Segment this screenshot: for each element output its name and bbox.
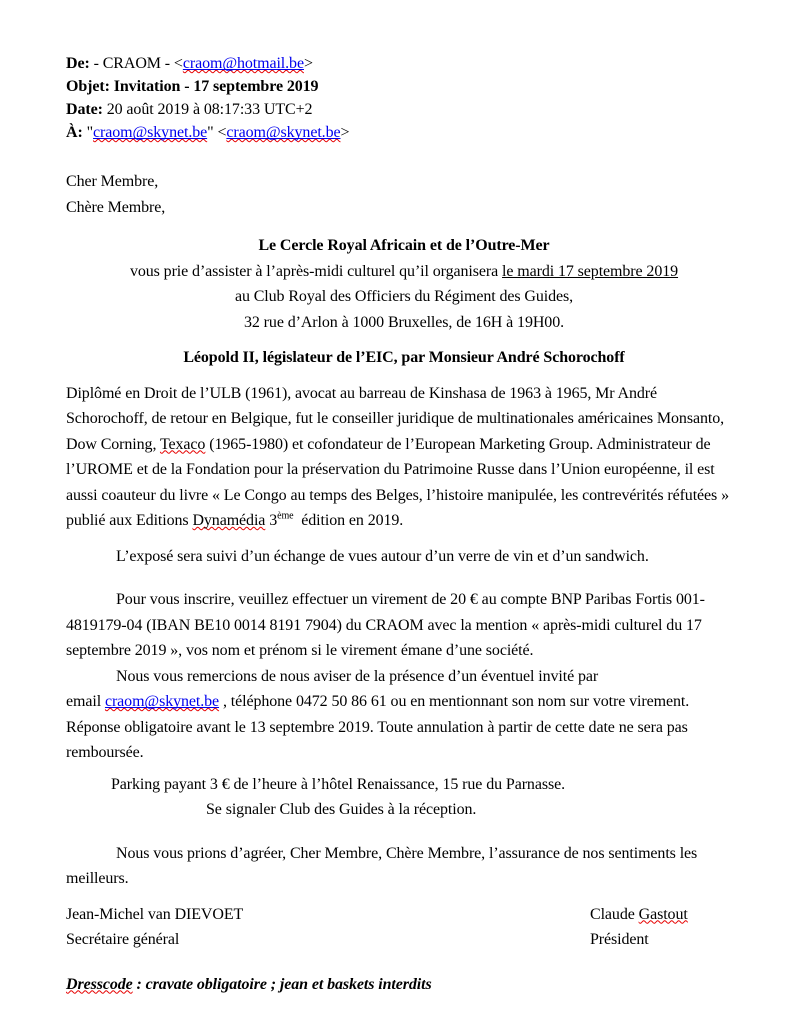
parking-block [66, 772, 742, 823]
secretary-name: Jean-Michel van DIEVOET [66, 905, 244, 923]
to-email-misspell-2 [226, 124, 340, 141]
invitation-text: vous prie d’assister à l’après-midi culturel qu’il organisera [129, 262, 503, 280]
date-label: Date: [66, 101, 103, 118]
header-date-line [66, 98, 742, 121]
speaker-bio-paragraph [66, 381, 742, 534]
to-quote-open: " [82, 124, 94, 141]
rsvp-email-link[interactable]: craom@skynet.be [104, 693, 220, 710]
bio-text-1: Diplômé en Droit de l’ULB (1961), avocat au barreau de Kinshasa de 1963 à 1965, Mr André Schorochoff, de retour en Belgique, fut le conseiller juridique de multinationales américaines Monsanto, Dow Corning, [66, 384, 728, 453]
invitation-address: 32 rue d’Arlon à 1000 Bruxelles, de 16H à 19H00. [243, 313, 565, 331]
bio-text-3: 3 [265, 512, 278, 529]
closing-paragraph: Nous vous prions d’agréer, Cher Membre, Chère Membre, l’assurance de nos sentiments les meilleurs. [66, 844, 702, 887]
signature-president [590, 902, 688, 953]
president-name [590, 902, 688, 928]
parking-line: Parking payant 3 € de l’heure à l’hôtel Renaissance, 15 rue du Parnasse. [111, 775, 565, 793]
rsvp-text-rest: , téléphone 0472 50 86 61 ou en mentionnant son nom sur votre virement. Réponse obligatoire avant le 13 septembre 2019. Toute annulation à partir de cette date ne sera pas remboursée. [66, 693, 694, 761]
to-email-link-2[interactable]: craom@skynet.be [226, 124, 341, 141]
to-label: À: [66, 124, 83, 141]
dresscode-text: : cravate obligatoire ; jean et baskets interdits [132, 975, 432, 993]
organization-title: Le Cercle Royal Africain et de l’Outre-Mer [258, 237, 550, 254]
misspelled-word-gastout: Gastout [638, 905, 688, 923]
bio-text-2: (1965-1980) et cofondateur de l’European Marketing Group. Administrateur de l’UROME et de la Fondation pour la préservation du Patrimoine Russe dans l’Union européenne, il est aussi coauteur du livre « Le Congo au temps des Belges, l’histoire manipulée, les contrevérités réfutées » publié aux Editions [66, 435, 733, 529]
president-first-name: Claude [590, 905, 639, 923]
misspelled-word-texaco: Texaco [159, 435, 206, 453]
bio-text-4: édition en 2019. [293, 512, 404, 529]
rsvp-paragraph [66, 664, 742, 766]
subject-value: Invitation - 17 septembre 2019 [109, 78, 319, 95]
expose-line: L’exposé sera suivi d’un échange de vues autour d’un verre de vin et d’un sandwich. [116, 547, 649, 565]
to-suffix: > [340, 124, 350, 141]
talk-title: Léopold II, législateur de l’EIC, par Monsieur André Schorochoff [183, 349, 625, 366]
salutation-block [66, 169, 742, 220]
rsvp-email-prefix: email [66, 693, 105, 710]
header-subject-line [66, 75, 742, 98]
secretary-title: Secrétaire général [66, 931, 180, 948]
to-email-link-1[interactable]: craom@skynet.be [93, 124, 208, 141]
salutation-line-1: Cher Membre, [66, 173, 159, 190]
from-email-link[interactable]: craom@hotmail.be [182, 55, 304, 72]
ordinal-superscript: ème [277, 510, 294, 522]
invitation-block [66, 233, 742, 335]
signature-block [66, 902, 742, 953]
from-label: De: [66, 55, 90, 72]
from-suffix: > [303, 55, 313, 72]
misspelled-word-dresscode: Dresscode [66, 975, 133, 993]
president-title: Président [590, 931, 649, 948]
signature-secretary [66, 902, 590, 953]
rsvp-email-misspell [105, 693, 219, 710]
email-header [66, 52, 742, 144]
inscription-paragraph: Pour vous inscrire, veuillez effectuer un virement de 20 € au compte BNP Paribas Fortis 001-4819179-04 (IBAN BE10 0014 8191 7904) du CRAOM avec la mention « après-midi culturel du 17 septembre 2019 », vos nom et prénom si le virement émane d’une société. [66, 591, 706, 659]
invitation-line [66, 259, 742, 285]
subject-label: Objet: [66, 78, 110, 95]
invitation-venue: au Club Royal des Officiers du Régiment des Guides, [234, 288, 574, 305]
salutation-line-2: Chère Membre, [66, 198, 166, 216]
header-to-line [66, 121, 742, 144]
dresscode-line [66, 972, 742, 998]
rsvp-line-1: Nous vous remercions de nous aviser de la présence d’un éventuel invité par [116, 667, 599, 685]
to-mid-text: " < [207, 124, 227, 141]
event-date-underlined: le mardi 17 septembre 2019 [502, 262, 679, 280]
from-sender-text: - CRAOM - < [89, 55, 183, 72]
to-email-misspell-1 [93, 124, 207, 141]
header-from-line [66, 52, 742, 75]
misspelled-word-dynamedia: Dynamédia [192, 512, 266, 529]
date-value: 20 août 2019 à 08:17:33 UTC+2 [102, 101, 313, 118]
from-email-misspell [183, 55, 304, 72]
reception-line: Se signaler Club des Guides à la réception. [206, 801, 477, 818]
